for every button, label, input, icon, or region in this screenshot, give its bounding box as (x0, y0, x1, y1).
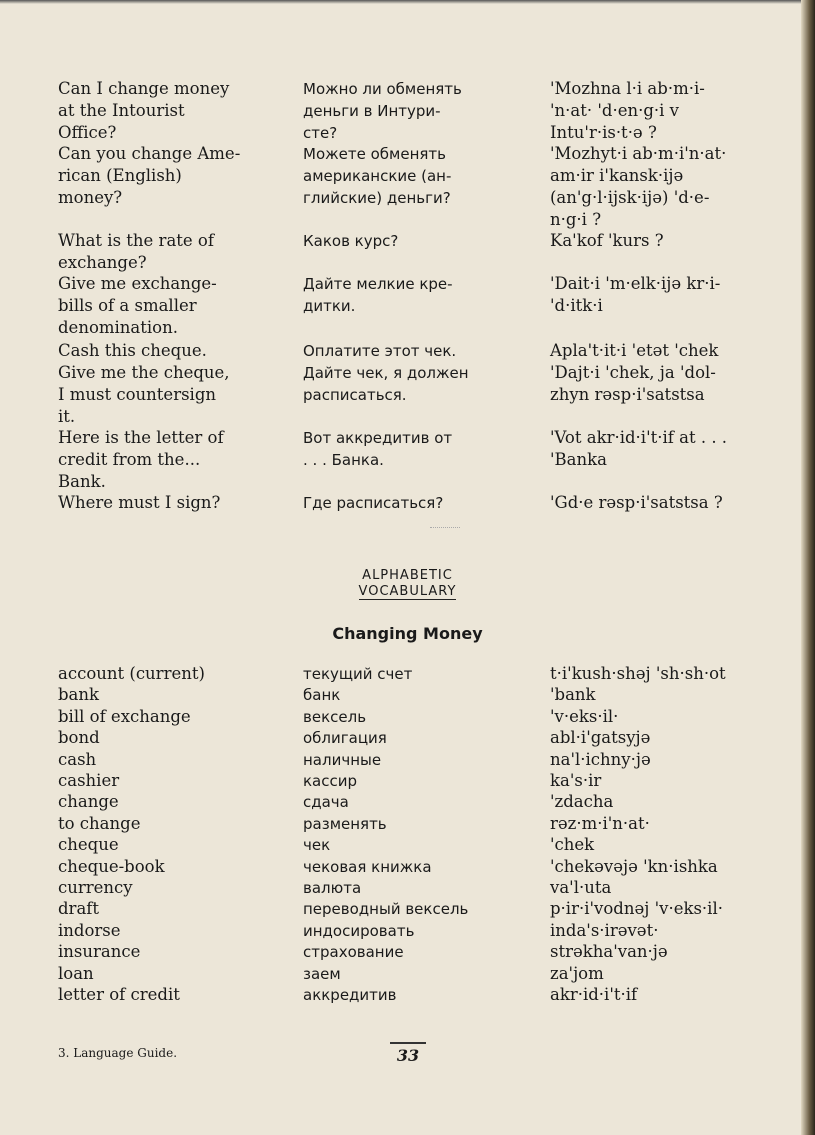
vocab-russian: банк (303, 686, 341, 705)
vocab-transliteration: ka's·ir (550, 771, 602, 790)
vocab-transliteration: strəkha'van·jə (550, 942, 668, 962)
vocab-russian: сдача (303, 793, 349, 812)
phrase-russian: Каков курс? (303, 232, 399, 250)
vocab-english: indorse (58, 920, 121, 940)
phrase-transliteration: Ka'kof 'kurs ? (550, 231, 664, 250)
phrase-english: Can I change money at the Intourist Office? (58, 79, 230, 142)
phrase-transliteration: 'Dait·i 'm·elk·ijə kr·i- 'd·itk·i (550, 274, 721, 315)
phrase-english: Here is the letter of credit from the... Bank. (58, 428, 224, 491)
phrase-english: Where must I sign? (58, 493, 221, 512)
vocab-russian: чек (303, 836, 331, 855)
phrase-english: Cash this cheque. (58, 341, 207, 360)
vocab-transliteration: t·i'kush·shəj 'sh·sh·ot (550, 664, 726, 683)
vocab-russian: облигация (303, 729, 387, 748)
vocab-english: currency (58, 878, 133, 897)
page-number: 33 (390, 1042, 426, 1065)
vocab-russian: разменять (303, 814, 387, 833)
vocab-russian: заем (303, 964, 341, 983)
phrase-russian: Вот аккредитив от . . . Банка. (303, 429, 453, 469)
phrase-english: What is the rate of exchange? (58, 231, 214, 272)
phrase-english: Give me the cheque, I must countersign it. (58, 363, 230, 426)
phrase-russian: Можно ли обменять деньги в Интури- сте? (303, 80, 462, 142)
vocab-russian: кассир (303, 772, 358, 790)
vocab-english: letter of credit (58, 985, 180, 1004)
vocab-transliteration: 'chekəvəjə 'kn·ishka (550, 856, 718, 876)
vocab-russian: страхование (303, 943, 404, 962)
vocab-english: to change (58, 813, 141, 833)
vocab-russian: индосировать (303, 921, 415, 940)
vocab-transliteration: za'jom (550, 963, 604, 983)
section-heading-line2: VOCABULARY (358, 584, 457, 599)
phrase-transliteration: Apla't·it·i 'etət 'chek (550, 341, 719, 360)
vocab-transliteration: p·ir·i'vodnəj 'v·eks·il· (550, 899, 723, 919)
phrase-transliteration: 'Dajt·i 'chek, ja 'dol- zhyn rəsp·i'satstsa (550, 363, 716, 404)
vocab-english: cheque (58, 835, 119, 855)
vocab-transliteration: akr·id·i't·if (550, 985, 638, 1004)
phrase-transliteration: 'Gd·e rəsp·i'satstsa ? (550, 493, 723, 512)
vocab-russian: вексель (303, 707, 367, 726)
phrase-english: Can you change Ame- rican (English) money? (58, 144, 241, 207)
footer-book-title: 3. Language Guide. (58, 1046, 178, 1060)
vocab-russian: валюта (303, 879, 362, 897)
phrase-english: Give me exchange- bills of a smaller denomination. (58, 274, 217, 337)
vocab-transliteration: rəz·m·i'n·at· (550, 813, 650, 833)
vocab-transliteration: va'l·uta (550, 878, 612, 897)
vocab-transliteration: 'bank (550, 685, 596, 705)
vocab-english: bank (58, 685, 100, 705)
section-heading-line1: ALPHABETIC (362, 568, 453, 583)
vocab-transliteration: na'l·ichny·jə (550, 749, 651, 769)
phrase-russian: Дайте мелкие кре- дитки. (303, 275, 453, 315)
phrase-transliteration: 'Vot akr·id·i't·if at . . . 'Banka (550, 428, 728, 469)
vocab-english: cashier (58, 771, 120, 790)
vocab-transliteration: inda's·irəvət· (550, 920, 659, 940)
phrase-russian: Можете обменять американские (ан- глийские) деньги? (303, 145, 452, 207)
vocab-russian: переводный вексель (303, 900, 469, 919)
vocab-russian: аккредитив (303, 986, 397, 1004)
vocab-english: account (current) (58, 664, 205, 683)
vocab-english: change (58, 792, 119, 812)
vocab-english: insurance (58, 942, 141, 962)
page-top-edge (0, 0, 815, 4)
phrase-transliteration: 'Mozhyt·i ab·m·i'n·at· am·ir i'kansk·ijə (an'g·l·ijsk·ijə) 'd·e- n·g·i ? (550, 144, 727, 229)
phrase-russian: Где расписаться? (303, 494, 444, 512)
section-title: Changing Money (332, 624, 483, 643)
phrase-russian: Дайте чек, я должен расписаться. (303, 364, 469, 404)
vocab-transliteration: 'chek (550, 835, 595, 855)
vocab-english: cash (58, 749, 97, 769)
vocab-english: draft (58, 899, 100, 919)
vocab-russian: чековая книжка (303, 857, 432, 876)
vocab-transliteration: abl·i'gatsyjə (550, 728, 651, 748)
vocab-russian: наличные (303, 750, 382, 769)
phrase-russian: Оплатите этот чек. (303, 342, 457, 360)
vocab-transliteration: 'v·eks·il· (550, 706, 619, 726)
vocab-english: loan (58, 963, 94, 983)
vocab-english: cheque-book (58, 856, 165, 876)
vocab-english: bill of exchange (58, 706, 191, 726)
vocab-transliteration: 'zdacha (550, 792, 614, 812)
vocab-russian: текущий счет (303, 665, 413, 683)
divider (430, 527, 460, 528)
phrase-transliteration: 'Mozhna l·i ab·m·i- 'n·at· 'd·en·g·i v Intu'r·is·t·ə ? (550, 79, 705, 142)
vocab-english: bond (58, 728, 100, 748)
